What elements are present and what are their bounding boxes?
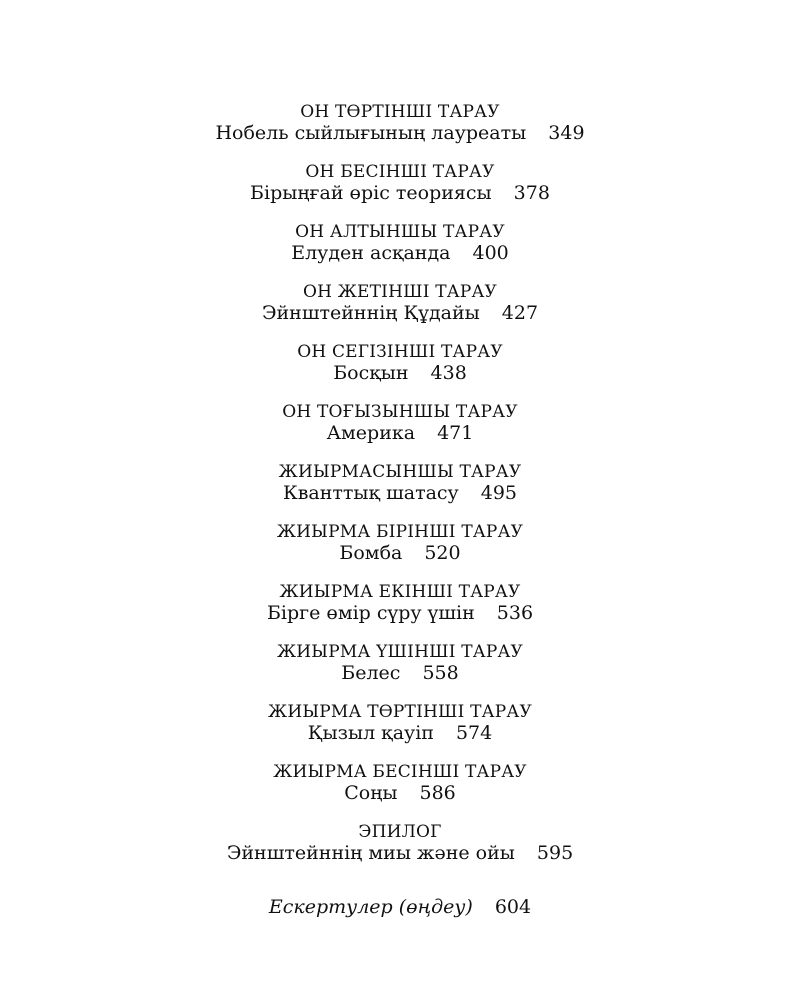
chapter-heading: ОН ТӨРТІНШІ ТАРАУ xyxy=(300,102,500,122)
chapter-line[interactable] xyxy=(0,481,800,505)
page-number: 595 xyxy=(536,842,574,864)
toc-entry[interactable] xyxy=(0,281,800,341)
toc-entry[interactable] xyxy=(0,461,800,521)
page-number: 438 xyxy=(430,362,467,384)
chapter-line[interactable] xyxy=(0,181,800,205)
chapter-heading: ОН АЛТЫНШЫ ТАРАУ xyxy=(295,222,505,242)
chapter-line[interactable] xyxy=(0,421,800,445)
chapter-title[interactable]: Бомба xyxy=(339,542,403,564)
epilogue-line[interactable] xyxy=(0,841,800,865)
chapter-line[interactable] xyxy=(0,661,800,685)
chapter-title[interactable]: Бірыңғай өріс теориясы xyxy=(250,182,492,204)
chapter-title[interactable]: Америка xyxy=(326,422,416,444)
chapter-heading: ЖИЫРМА ТӨРТІНШІ ТАРАУ xyxy=(268,702,532,722)
epilogue-heading: ЭПИЛОГ xyxy=(358,822,442,842)
notes-title[interactable]: Ескертулер (өңдеу) xyxy=(268,896,473,918)
page-number: 427 xyxy=(501,302,539,324)
chapter-title[interactable]: Кванттық шатасу xyxy=(282,482,459,504)
chapter-heading: ЖИЫРМА ЕКІНШІ ТАРАУ xyxy=(279,582,521,602)
page-number: 349 xyxy=(548,122,585,144)
page-number: 400 xyxy=(472,242,509,264)
chapter-line[interactable] xyxy=(0,721,800,745)
page-number: 520 xyxy=(424,542,461,564)
toc-entry[interactable] xyxy=(0,521,800,581)
chapter-heading: ОН ТОҒЫЗЫНШЫ ТАРАУ xyxy=(282,402,518,422)
toc-entry[interactable] xyxy=(0,701,800,761)
chapter-line[interactable] xyxy=(0,541,800,565)
chapter-title[interactable]: Бірге өмір сүру үшін xyxy=(266,602,475,624)
page-number: 604 xyxy=(494,896,532,918)
toc-entry[interactable] xyxy=(0,101,800,161)
chapter-title[interactable]: Елуден асқанда xyxy=(291,242,451,264)
page-number: 574 xyxy=(455,722,493,744)
toc-entry[interactable] xyxy=(0,161,800,221)
toc-entry[interactable] xyxy=(0,641,800,701)
page-number: 378 xyxy=(513,182,550,204)
toc-entry[interactable] xyxy=(0,401,800,461)
chapter-heading: ОН БЕСІНШІ ТАРАУ xyxy=(305,162,495,182)
toc-entry[interactable] xyxy=(0,761,800,821)
chapter-heading: ОН СЕГІЗІНШІ ТАРАУ xyxy=(297,342,503,362)
table-of-contents xyxy=(0,101,800,919)
chapter-heading: ЖИЫРМА ҮШІНШІ ТАРАУ xyxy=(276,642,524,662)
chapter-line[interactable] xyxy=(0,121,800,145)
chapter-line[interactable] xyxy=(0,301,800,325)
toc-entry[interactable] xyxy=(0,341,800,401)
chapter-title[interactable]: Соңы xyxy=(344,782,398,804)
toc-entry[interactable] xyxy=(0,581,800,641)
toc-entry[interactable] xyxy=(0,221,800,281)
chapter-heading: ОН ЖЕТІНШІ ТАРАУ xyxy=(302,282,498,302)
page-number: 558 xyxy=(422,662,459,684)
chapter-line[interactable] xyxy=(0,781,800,805)
chapter-title[interactable]: Белес xyxy=(341,662,401,684)
epilogue-title[interactable]: Эйнштейннің миы және ойы xyxy=(226,842,515,864)
chapter-title[interactable]: Босқын xyxy=(333,362,409,384)
page-number: 495 xyxy=(480,482,517,504)
toc-entry-epilogue[interactable] xyxy=(0,821,800,881)
chapter-heading: ЖИЫРМАСЫНШЫ ТАРАУ xyxy=(278,462,522,482)
chapter-line[interactable] xyxy=(0,241,800,265)
chapter-line[interactable] xyxy=(0,601,800,625)
chapter-title[interactable]: Эйнштейннің Құдайы xyxy=(261,302,480,324)
chapter-heading: ЖИЫРМА БЕСІНШІ ТАРАУ xyxy=(273,762,527,782)
toc-entry-notes[interactable] xyxy=(0,881,800,919)
page-number: 536 xyxy=(496,602,534,624)
chapter-title[interactable]: Қызыл қауіп xyxy=(307,722,434,744)
notes-line[interactable] xyxy=(0,895,800,919)
page-number: 471 xyxy=(437,422,474,444)
page-number: 586 xyxy=(419,782,456,804)
chapter-title[interactable]: Нобель сыйлығының лауреаты xyxy=(215,122,527,144)
chapter-line[interactable] xyxy=(0,361,800,385)
chapter-heading: ЖИЫРМА БІРІНШІ ТАРАУ xyxy=(276,522,524,542)
